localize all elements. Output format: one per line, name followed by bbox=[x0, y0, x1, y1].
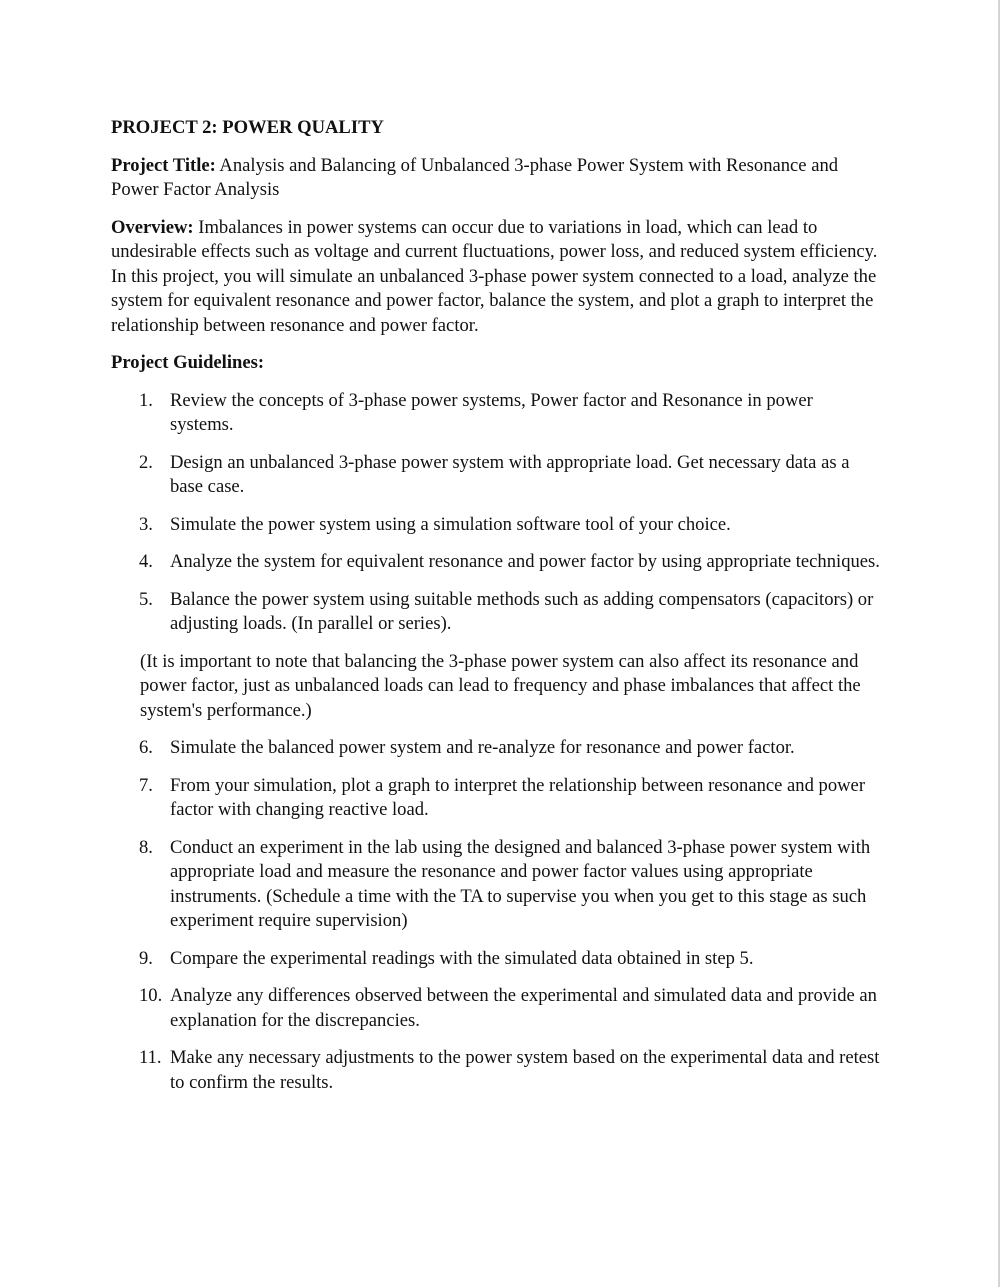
step-text: Simulate the balanced power system and re-analyze for resonance and power factor. bbox=[170, 737, 795, 758]
step-number: 1. bbox=[139, 389, 153, 411]
step-text: From your simulation, plot a graph to interpret the relationship between resonance and power factor with changing reactive load. bbox=[170, 774, 866, 820]
guidelines-heading: Project Guidelines: bbox=[111, 352, 265, 373]
project-title-paragraph bbox=[111, 154, 881, 203]
step-number: 4. bbox=[139, 551, 153, 572]
guidelines-list-part-2 bbox=[111, 736, 881, 1095]
step-number: 8. bbox=[139, 836, 153, 858]
guideline-step-1 bbox=[111, 389, 881, 438]
balancing-note: (It is important to note that balancing the 3-phase power system can also affect its resonance and power factor, just as unbalanced loads can lead to frequency and phase imbalances that affect the system's performance.) bbox=[140, 650, 861, 721]
step-number: 10. bbox=[139, 985, 163, 1006]
step-text: Balance the power system using suitable methods such as adding compensators (capacitors) or adjusting loads. (In parallel or series). bbox=[170, 588, 874, 634]
overview-label: Overview: bbox=[111, 216, 194, 238]
step-text: Conduct an experiment in the lab using the designed and balanced 3-phase power system with appropriate load and measure the resonance and power factor values using appropriate instruments. (Schedule a time with the TA to supervise you when you get to this stage as such experiment require supervision) bbox=[170, 836, 871, 931]
step-number: 3. bbox=[139, 513, 153, 535]
guideline-step-8 bbox=[111, 836, 881, 934]
step-number: 5. bbox=[139, 588, 153, 610]
step-number: 7. bbox=[139, 774, 153, 796]
overview-text: Imbalances in power systems can occur due to variations in load, which can lead to undesirable effects such as voltage and current fluctuations, power loss, and reduced system efficiency. In this project, you will simulate an unbalanced 3-phase power system connected to a load, analyze the system for equivalent resonance and power factor, balance the system, and plot a graph to interpret the relationship between resonance and power factor. bbox=[111, 216, 878, 336]
step-number: 9. bbox=[139, 947, 153, 969]
step-text: Design an unbalanced 3-phase power system with appropriate load. Get necessary data as a base case. bbox=[170, 451, 850, 497]
guideline-step-3 bbox=[111, 513, 881, 538]
guideline-step-7 bbox=[111, 774, 881, 823]
step-text: Make any necessary adjustments to the power system based on the experimental data and retest to confirm the results. bbox=[170, 1047, 880, 1093]
step-number: 11. bbox=[139, 1047, 162, 1068]
step-text: Analyze any differences observed between the experimental and simulated data and provide an explanation for the discrepancies. bbox=[170, 985, 877, 1031]
guideline-step-10 bbox=[111, 984, 881, 1033]
step-text: Simulate the power system using a simulation software tool of your choice. bbox=[170, 513, 731, 535]
guideline-step-5 bbox=[111, 588, 881, 637]
guideline-step-2 bbox=[111, 451, 881, 500]
guideline-step-4 bbox=[111, 550, 881, 575]
document-content bbox=[111, 116, 881, 1108]
guideline-step-9 bbox=[111, 947, 881, 972]
step-text: Analyze the system for equivalent resonance and power factor by using appropriate techniques. bbox=[170, 551, 880, 572]
guideline-step-6 bbox=[111, 736, 881, 761]
step-text: Review the concepts of 3-phase power systems, Power factor and Resonance in power systems. bbox=[170, 389, 813, 435]
step-number: 6. bbox=[139, 737, 153, 758]
overview-paragraph bbox=[111, 216, 881, 339]
project-title-label: Project Title: bbox=[111, 154, 216, 176]
step-number: 2. bbox=[139, 451, 153, 473]
guideline-step-11 bbox=[111, 1046, 881, 1095]
project-heading: PROJECT 2: POWER QUALITY bbox=[111, 117, 384, 138]
step-text: Compare the experimental readings with the simulated data obtained in step 5. bbox=[170, 947, 754, 969]
guidelines-list-part-1 bbox=[111, 389, 881, 637]
project-title-text: Analysis and Balancing of Unbalanced 3-phase Power System with Resonance and Power Factor Analysis bbox=[111, 154, 839, 200]
